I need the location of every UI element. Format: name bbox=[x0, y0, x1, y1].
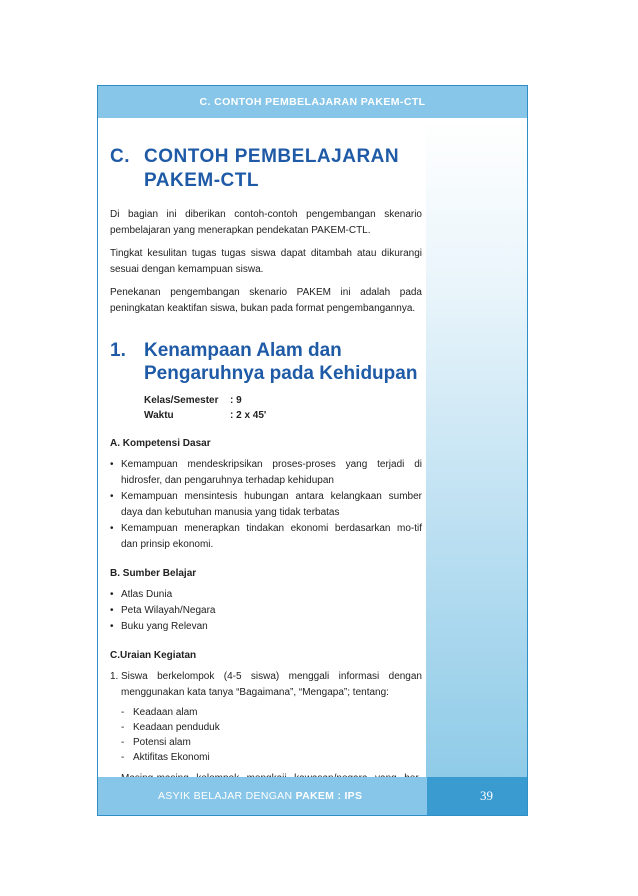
list-item: - Potensi alam bbox=[121, 737, 191, 748]
list-item: • Kemampuan mensintesis hubungan antara kelangkaan sumber daya dan kebutuhan manusia yang tidak terbatas bbox=[110, 491, 422, 518]
list-item: • Peta Wilayah/Negara bbox=[110, 605, 216, 616]
waktu-label: Waktu bbox=[144, 410, 174, 421]
kelas-label: Kelas/Semester bbox=[144, 395, 219, 406]
sumber-heading: B. Sumber Belajar bbox=[110, 568, 197, 579]
page-number: 39 bbox=[480, 788, 493, 803]
chapter-number: 1. bbox=[110, 340, 126, 361]
list-item: - Aktifitas Ekonomi bbox=[121, 752, 210, 763]
chapter-title-line1: Kenampaan Alam dan bbox=[144, 340, 342, 361]
sidebar-gradient bbox=[426, 117, 527, 777]
footer-title: ASYIK BELAJAR DENGAN PAKEM : IPS bbox=[158, 790, 363, 802]
section-title bbox=[110, 145, 422, 193]
header-title: C. CONTOH PEMBELAJARAN PAKEM-CTL bbox=[199, 96, 426, 108]
main-content bbox=[110, 145, 422, 803]
list-item: • Kemampuan mendeskripsikan proses-proses yang terjadi di hidrosfer, dan pengaruhnya terhadap kehidupan bbox=[110, 459, 422, 486]
list-item: • Buku yang Relevan bbox=[110, 621, 208, 632]
section-title-line1: CONTOH PEMBELAJARAN bbox=[144, 146, 400, 167]
uraian-subitems bbox=[121, 705, 422, 765]
chapter-title bbox=[110, 339, 422, 385]
section-number: C. bbox=[110, 146, 130, 167]
intro-paragraph-3: Penekanan pengembangan skenario PAKEM ini adalah pada peningkatan keaktifan siswa, bukan pada format pengembangannya. bbox=[110, 287, 422, 314]
intro-paragraph-1: Di bagian ini diberikan contoh-contoh pengembangan skenario pembelajaran yang menerapkan pendekatan PAKEM-CTL. bbox=[110, 209, 422, 236]
kompetensi-list bbox=[110, 457, 422, 553]
section-title-line2: PAKEM-CTL bbox=[144, 170, 259, 191]
intro-paragraph-2: Tingkat kesulitan tugas tugas siswa dapat ditambah atau dikurangi sesuai dengan kemampuan siswa. bbox=[110, 248, 422, 275]
list-item: • Kemampuan menerapkan tindakan ekonomi berdasarkan mo-tif dan prinsip ekonomi. bbox=[110, 523, 422, 550]
kelas-value: : 9 bbox=[230, 395, 242, 406]
uraian-heading: C.Uraian Kegiatan bbox=[110, 650, 197, 661]
footer-page-box bbox=[427, 777, 527, 815]
kompetensi-heading: A. Kompetensi Dasar bbox=[110, 438, 211, 449]
list-item: - Keadaan alam bbox=[121, 707, 198, 718]
uraian-step-1: 1. Siswa berkelompok (4-5 siswa) menggali informasi dengan menggunakan kata tanya “Bagaimana”, “Mengapa”; tentang: bbox=[110, 671, 422, 698]
sumber-list bbox=[110, 587, 422, 635]
chapter-meta bbox=[144, 393, 422, 423]
list-item: - Keadaan penduduk bbox=[121, 722, 220, 733]
waktu-value: : 2 x 45' bbox=[230, 410, 267, 421]
chapter-title-line2: Pengaruhnya pada Kehidupan bbox=[144, 363, 418, 384]
list-item: • Atlas Dunia bbox=[110, 589, 173, 600]
